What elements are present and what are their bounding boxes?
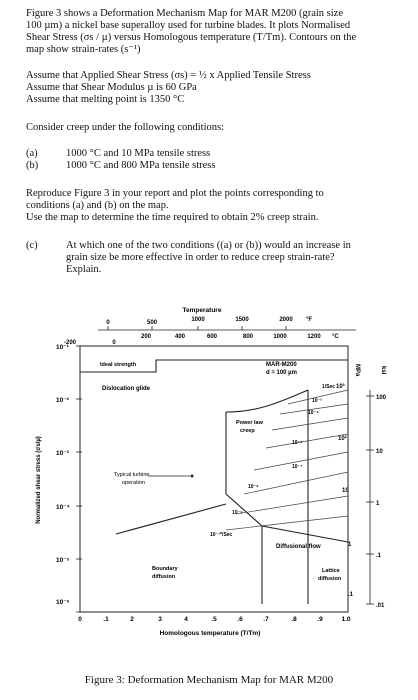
x-tick-3: 3 <box>158 616 162 623</box>
x-tick-4: 4 <box>184 616 188 623</box>
turbine-marker-dot <box>191 475 194 478</box>
x-tick-2: 2 <box>130 616 134 623</box>
c-tick-600: 600 <box>206 334 218 340</box>
y-tick-1e-4: 10⁻⁴ <box>56 504 70 511</box>
region-dislocation-glide: Dislocation glide <box>102 386 151 392</box>
y-tick-1e-5: 10⁻⁵ <box>56 557 70 564</box>
contour-label-1e-8: 10⁻⁸ <box>248 484 259 490</box>
ksi-tick-01: .1 <box>376 553 382 559</box>
mpa-tick-1: 1 <box>348 542 352 548</box>
y-tick-1e-1: 10⁻¹ <box>56 344 69 351</box>
mpa-unit: MPa <box>354 364 360 377</box>
x-tick-1: .1 <box>103 616 109 623</box>
region-boundary-diffusion-1: Boundary <box>152 566 178 572</box>
f-tick-0: 0 <box>106 320 110 326</box>
x-tick-5: .5 <box>211 616 217 623</box>
mpa-tick-10: 10 <box>342 488 349 494</box>
right-scales <box>336 364 387 609</box>
contour-label-1e-10: 10⁻¹⁰/Sec <box>210 532 233 538</box>
y-tick-1e-3: 10⁻³ <box>56 450 69 457</box>
intro-line-1: Figure 3 shows a Deformation Mechanism Map for MAR M200 (grain size <box>26 8 343 19</box>
y-axis-label: Normalized shear stress (σs/µ) <box>36 436 42 524</box>
celsius-scale <box>64 334 339 346</box>
mpa-tick-1000: 10³ <box>336 384 345 390</box>
assumption-melting-point: Assume that melting point is 1350 °C <box>26 94 185 105</box>
conditions-heading: Consider creep under the following conditions: <box>26 122 224 133</box>
condition-a-label: (a) <box>26 148 38 159</box>
region-boundaries <box>80 360 348 604</box>
intro-line-3: Shear Stress (σs / µ) versus Homologous temperature (T/Tm). Contours on the <box>26 32 357 43</box>
x-tick-9: .9 <box>317 616 323 623</box>
mpa-tick-100: 10² <box>338 436 347 442</box>
material-name: MAR-M200 <box>266 362 297 368</box>
f-tick-2000: 2000 <box>279 317 293 323</box>
x-tick-7: .7 <box>263 616 269 623</box>
condition-b-text: 1000 °C and 800 MPa tensile stress <box>66 160 216 171</box>
c-tick-0: 0 <box>112 340 116 346</box>
f-tick-1000: 1000 <box>191 317 205 323</box>
x-tick-6: .6 <box>237 616 243 623</box>
intro-line-2: 100 µm) a nickel base superalloy used for turbine blades. It plots Normalised <box>26 20 351 31</box>
x-tick-8: .8 <box>291 616 297 623</box>
map-svg <box>26 304 394 650</box>
contour-label-1: 1/Sec <box>322 384 336 390</box>
task-line-3: Use the map to determine the time required to obtain 2% creep strain. <box>26 212 319 223</box>
c-tick-1200: 1200 <box>307 334 321 340</box>
c-tick-minus200: -200 <box>63 340 77 346</box>
question-c-line-2: grain size be more effective in order to reduce creep strain-rate? <box>66 252 335 263</box>
y-tick-1e-2: 10⁻² <box>56 397 69 404</box>
region-lattice-diffusion-1: Lattice <box>322 568 340 574</box>
ksi-tick-1: 1 <box>376 501 380 507</box>
ksi-unit: ksi <box>380 366 386 375</box>
top-axis-title: Temperature <box>182 307 222 314</box>
f-tick-500: 500 <box>146 320 158 326</box>
assumption-shear-stress: Assume that Applied Shear Stress (σs) = ½ x Applied Tensile Stress <box>26 70 311 81</box>
x-tick-10: 1.0 <box>341 616 351 623</box>
region-turbine-2: operation <box>122 480 145 486</box>
figure-caption: Figure 3: Deformation Mechanism Map for MAR M200 <box>84 674 334 686</box>
region-power-law-2: creep <box>240 428 255 434</box>
f-unit: °F <box>306 317 313 323</box>
x-axis <box>78 616 351 637</box>
ksi-tick-001: .01 <box>376 603 385 609</box>
material-grain-size: d = 100 µm <box>266 370 297 376</box>
contour-label-1e-4: 10⁻⁴ <box>308 410 319 416</box>
c-unit: °C <box>332 334 339 340</box>
contour-label-1e-2: 10⁻² <box>312 398 322 404</box>
condition-a-text: 1000 °C and 10 MPa tensile stress <box>66 148 211 159</box>
region-diffusional-flow: Diffusional flow <box>276 544 321 550</box>
contour-label-1e-7: 10⁻⁷ <box>292 464 303 470</box>
mpa-tick-01: .1 <box>348 592 354 598</box>
intro-line-4: map show strain-rates (s⁻¹) <box>26 44 141 55</box>
region-power-law-1: Power law <box>236 420 263 426</box>
y-axis <box>36 344 82 612</box>
region-boundary-diffusion-2: diffusion <box>152 574 176 580</box>
f-tick-1500: 1500 <box>235 317 249 323</box>
question-c-label: (c) <box>26 240 38 251</box>
c-tick-800: 800 <box>242 334 254 340</box>
assumption-shear-modulus: Assume that Shear Modulus µ is 60 GPa <box>26 82 197 93</box>
region-lattice-diffusion-2: diffusion <box>318 576 342 582</box>
region-turbine-1: Typical turbine <box>114 472 150 478</box>
ksi-tick-10: 10 <box>376 449 383 455</box>
fahrenheit-scale <box>98 317 356 330</box>
x-origin: 0 <box>78 616 82 623</box>
question-c-line-1: At which one of the two conditions ((a) or (b)) would an increase in <box>66 240 351 251</box>
c-tick-200: 200 <box>140 334 152 340</box>
region-ideal-strength: Ideal strength <box>100 362 137 368</box>
task-line-1: Reproduce Figure 3 in your report and plot the points corresponding to <box>26 188 324 199</box>
c-tick-1000: 1000 <box>273 334 287 340</box>
x-axis-label: Homologous temperature (T/Tm) <box>159 630 261 637</box>
question-c-line-3: Explain. <box>66 264 102 275</box>
task-line-2: conditions (a) and (b) on the map. <box>26 200 169 211</box>
contour-label-1e-9: 10⁻⁹ <box>232 510 243 516</box>
contour-label-1e-6: 10⁻⁶ <box>292 440 303 446</box>
c-tick-400: 400 <box>174 334 186 340</box>
condition-b-label: (b) <box>26 160 39 171</box>
ksi-tick-100: 100 <box>376 395 387 401</box>
deformation-mechanism-map <box>26 304 394 650</box>
y-tick-1e-6: 10⁻⁶ <box>56 599 70 606</box>
